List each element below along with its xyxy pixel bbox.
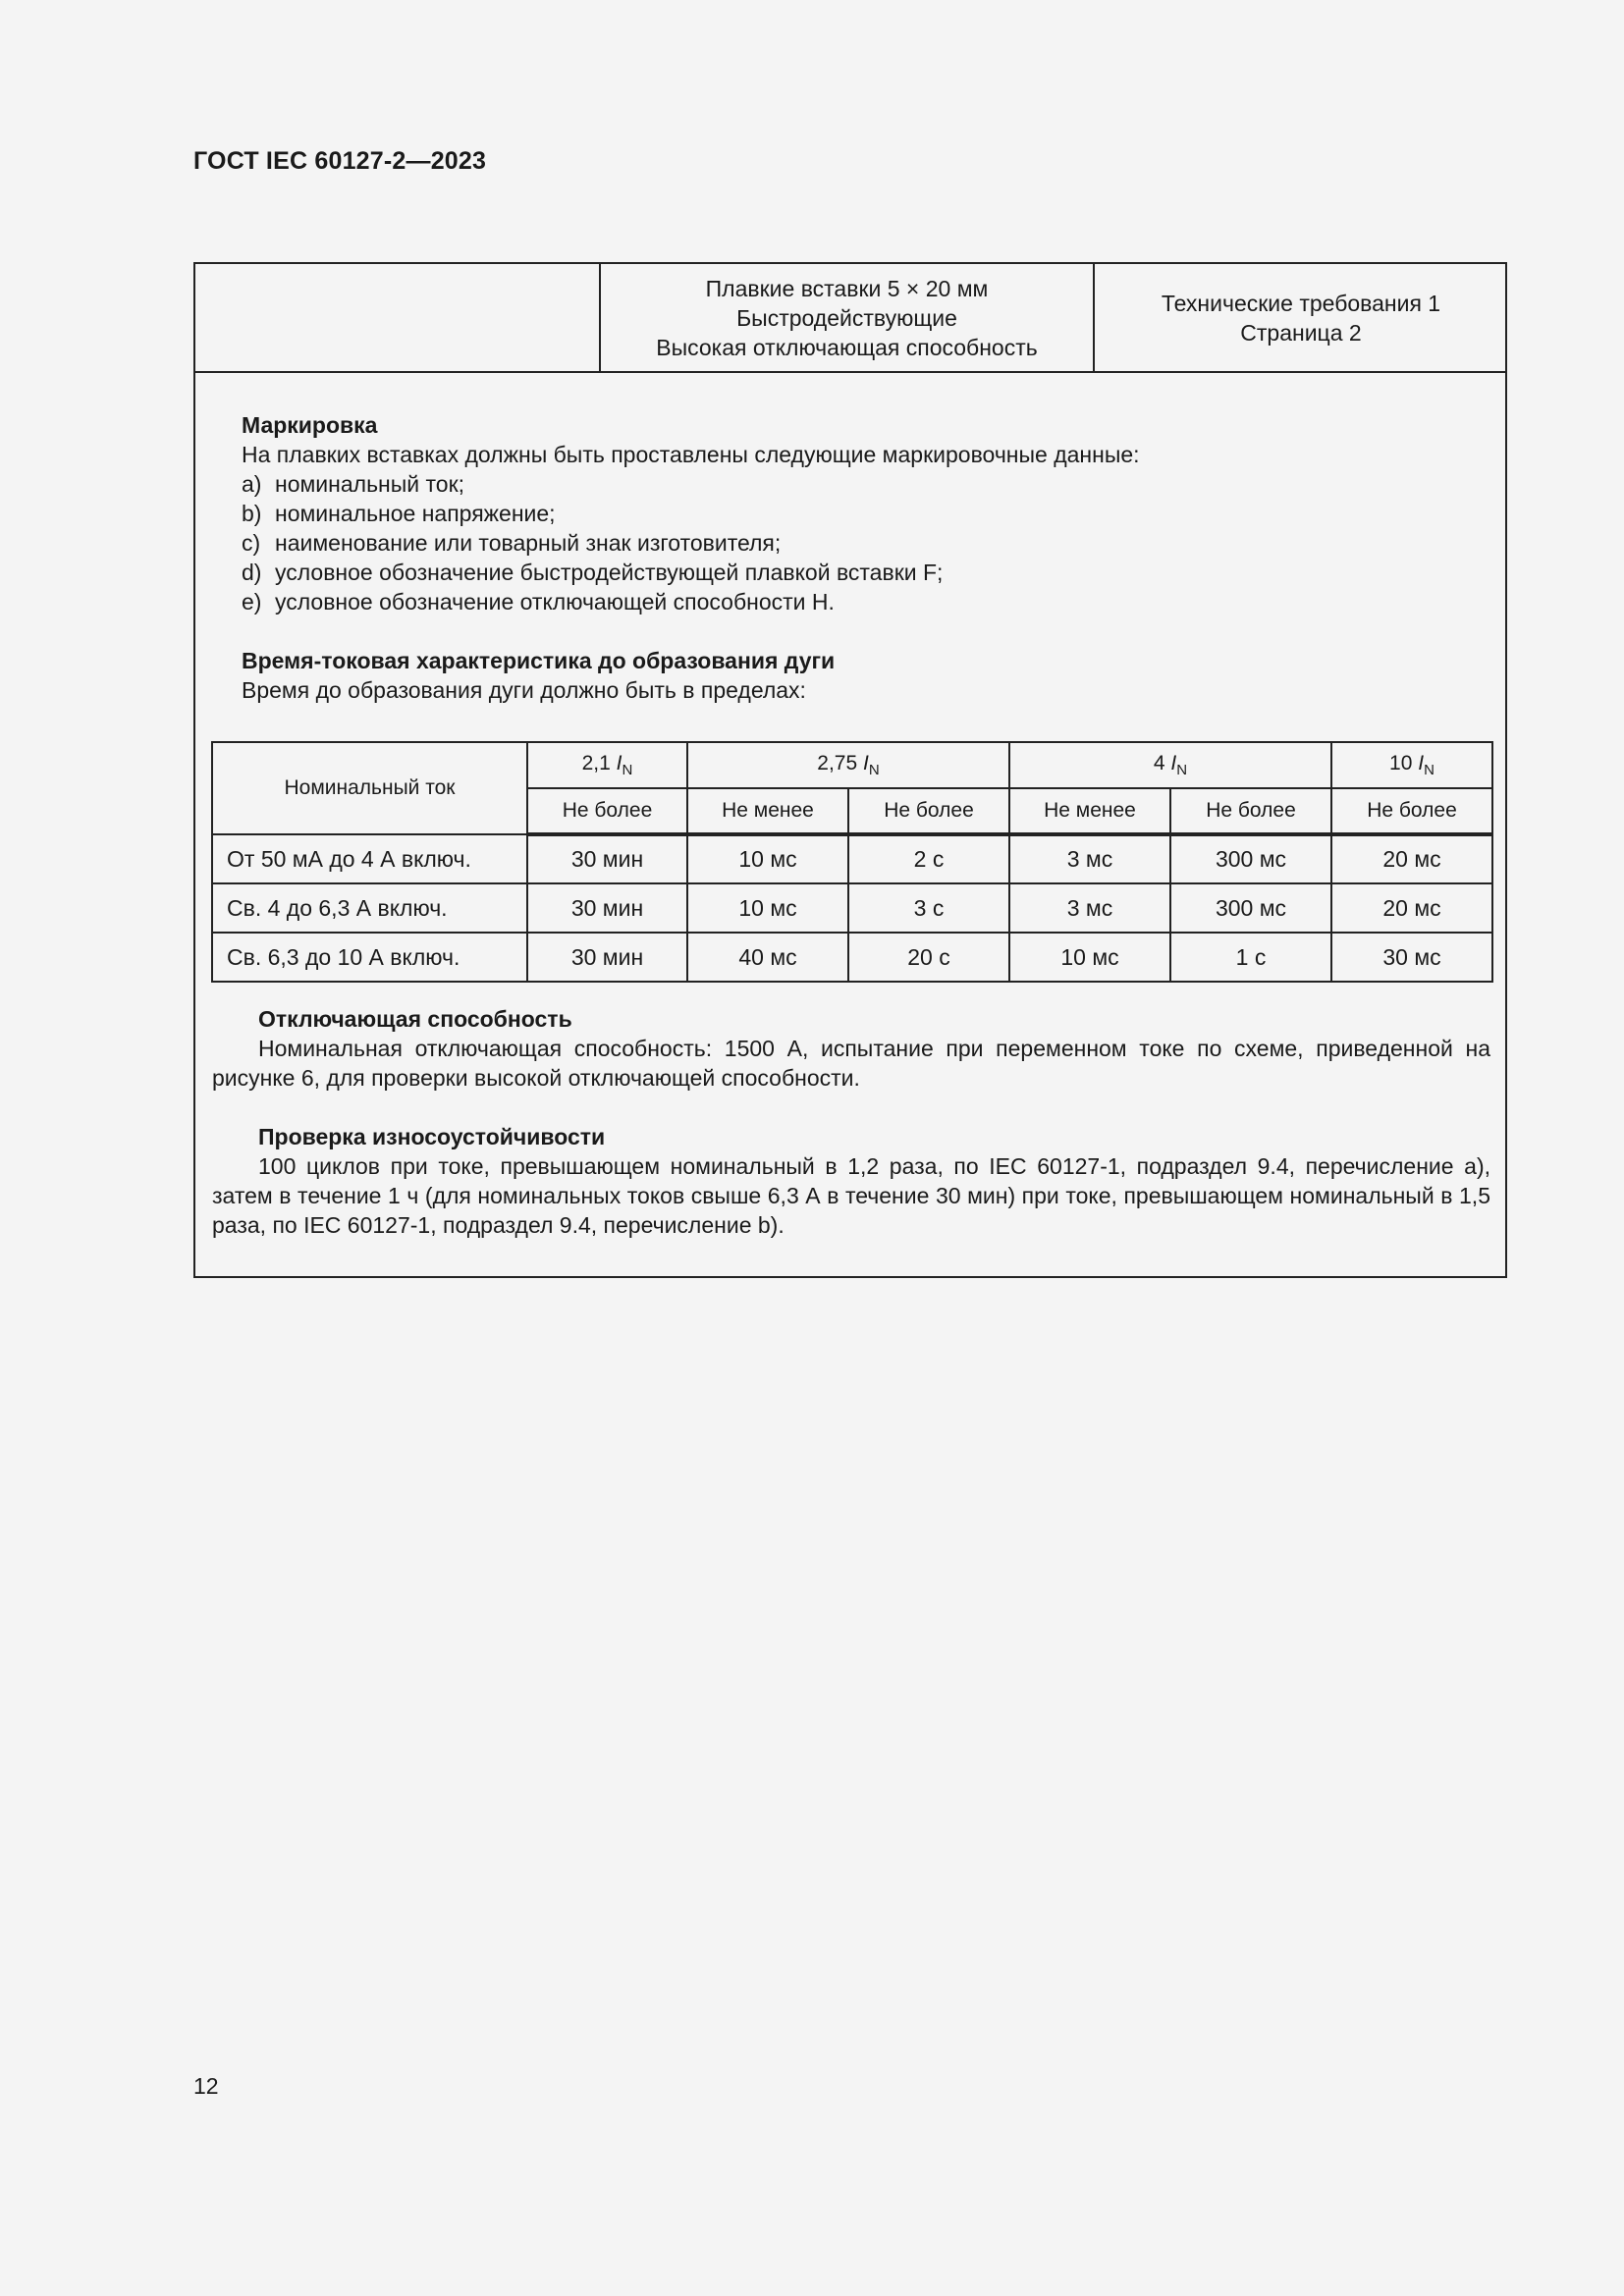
group-header: 10 $I_N$ <box>1331 742 1492 788</box>
document-header: ГОСТ IEC 60127-2—2023 <box>193 147 487 175</box>
table-row <box>212 834 1492 883</box>
marking-section <box>242 410 1140 616</box>
breaking-capacity-section <box>212 1004 1490 1093</box>
group-header: 2,1 $I_N$ <box>527 742 687 788</box>
table-cell: 10 мс <box>687 834 848 883</box>
marking-list <box>242 469 1140 616</box>
list-item <box>242 499 1140 528</box>
table-header-row <box>212 742 1492 788</box>
breaking-capacity-text: Номинальная отключающая способность: 1500 А, испытание при переменном токе по схеме, приведенной на рисунке 6, для проверки высокой отключающей способности. <box>212 1036 1490 1091</box>
table-cell: 3 мс <box>1009 834 1170 883</box>
table-row <box>212 933 1492 982</box>
table-row <box>212 883 1492 933</box>
table-cell: 20 мс <box>1331 834 1492 883</box>
table-cell: 10 мс <box>687 883 848 933</box>
table-cell: 20 мс <box>1331 883 1492 933</box>
table-cell: 1 с <box>1170 933 1331 982</box>
table-cell: 10 мс <box>1009 933 1170 982</box>
table-cell: 3 мс <box>1009 883 1170 933</box>
list-item <box>242 558 1140 587</box>
table-cell: 30 мин <box>527 933 687 982</box>
page-line: Страница 2 <box>1240 319 1362 346</box>
header-cell-empty <box>195 264 601 371</box>
list-text: условное обозначение отключающей способности H. <box>275 589 835 614</box>
table-cell: 3 с <box>848 883 1009 933</box>
specification-sheet <box>193 262 1507 1278</box>
requirements-line: Технические требования 1 <box>1161 290 1441 316</box>
header-cell-fuse-type <box>601 264 1095 371</box>
page-number: 12 <box>193 2073 219 2099</box>
row-label: От 50 мА до 4 А включ. <box>212 834 527 883</box>
prearcing-time-table <box>211 741 1493 983</box>
group-header: 4 $I_N$ <box>1009 742 1331 788</box>
group-header: 2,75 $I_N$ <box>687 742 1009 788</box>
endurance-section <box>212 1122 1490 1240</box>
subheader-cell: Не более <box>527 788 687 834</box>
fuse-size-line: Плавкие вставки 5 × 20 мм <box>705 275 989 301</box>
table-cell: 2 с <box>848 834 1009 883</box>
list-item <box>242 528 1140 558</box>
fuse-capacity-line: Высокая отключающая способность <box>656 334 1038 360</box>
list-marker: a) <box>242 471 262 497</box>
subheader-cell: Не более <box>1331 788 1492 834</box>
sheet-header-row <box>195 264 1505 373</box>
time-current-section <box>242 646 835 705</box>
subheader-cell: Не менее <box>687 788 848 834</box>
endurance-text: 100 циклов при токе, превышающем номинальный в 1,2 раза, по IEC 60127-1, подраздел 9.4, перечисление a), затем в течение 1 ч (для номинальных токов свыше 6,3 А в течение 30 мин) при токе, превышающем номинальный в 1,5 раза, по IEC 60127-1, подраздел 9.4, перечисление b). <box>212 1153 1490 1238</box>
row-label: Св. 4 до 6,3 А включ. <box>212 883 527 933</box>
header-cell-sheet-ref <box>1095 264 1507 371</box>
column-header-rated-current: Номинальный ток <box>212 742 527 834</box>
fuse-speed-line: Быстродействующие <box>736 304 957 331</box>
subheader-cell: Не менее <box>1009 788 1170 834</box>
table-cell: 30 мс <box>1331 933 1492 982</box>
time-current-title: Время-токовая характеристика до образования дуги <box>242 648 836 673</box>
list-item <box>242 469 1140 499</box>
row-label: Св. 6,3 до 10 А включ. <box>212 933 527 982</box>
table-cell: 20 с <box>848 933 1009 982</box>
list-text: наименование или товарный знак изготовителя; <box>275 530 782 556</box>
table-cell: 300 мс <box>1170 834 1331 883</box>
list-marker: c) <box>242 530 261 556</box>
list-marker: b) <box>242 501 262 526</box>
breaking-capacity-title: Отключающая способность <box>258 1006 572 1032</box>
table-cell: 40 мс <box>687 933 848 982</box>
endurance-title: Проверка износоустойчивости <box>258 1124 606 1149</box>
subheader-cell: Не более <box>1170 788 1331 834</box>
table-cell: 30 мин <box>527 883 687 933</box>
table-cell: 30 мин <box>527 834 687 883</box>
time-current-intro: Время до образования дуги должно быть в пределах: <box>242 677 806 703</box>
marking-title: Маркировка <box>242 412 378 438</box>
subheader-cell: Не более <box>848 788 1009 834</box>
list-text: номинальный ток; <box>275 471 465 497</box>
marking-intro: На плавких вставках должны быть проставлены следующие маркировочные данные: <box>242 442 1140 467</box>
list-marker: d) <box>242 560 262 585</box>
list-item <box>242 587 1140 616</box>
list-marker: e) <box>242 589 262 614</box>
list-text: условное обозначение быстродействующей плавкой вставки F; <box>275 560 944 585</box>
table-cell: 300 мс <box>1170 883 1331 933</box>
list-text: номинальное напряжение; <box>275 501 556 526</box>
